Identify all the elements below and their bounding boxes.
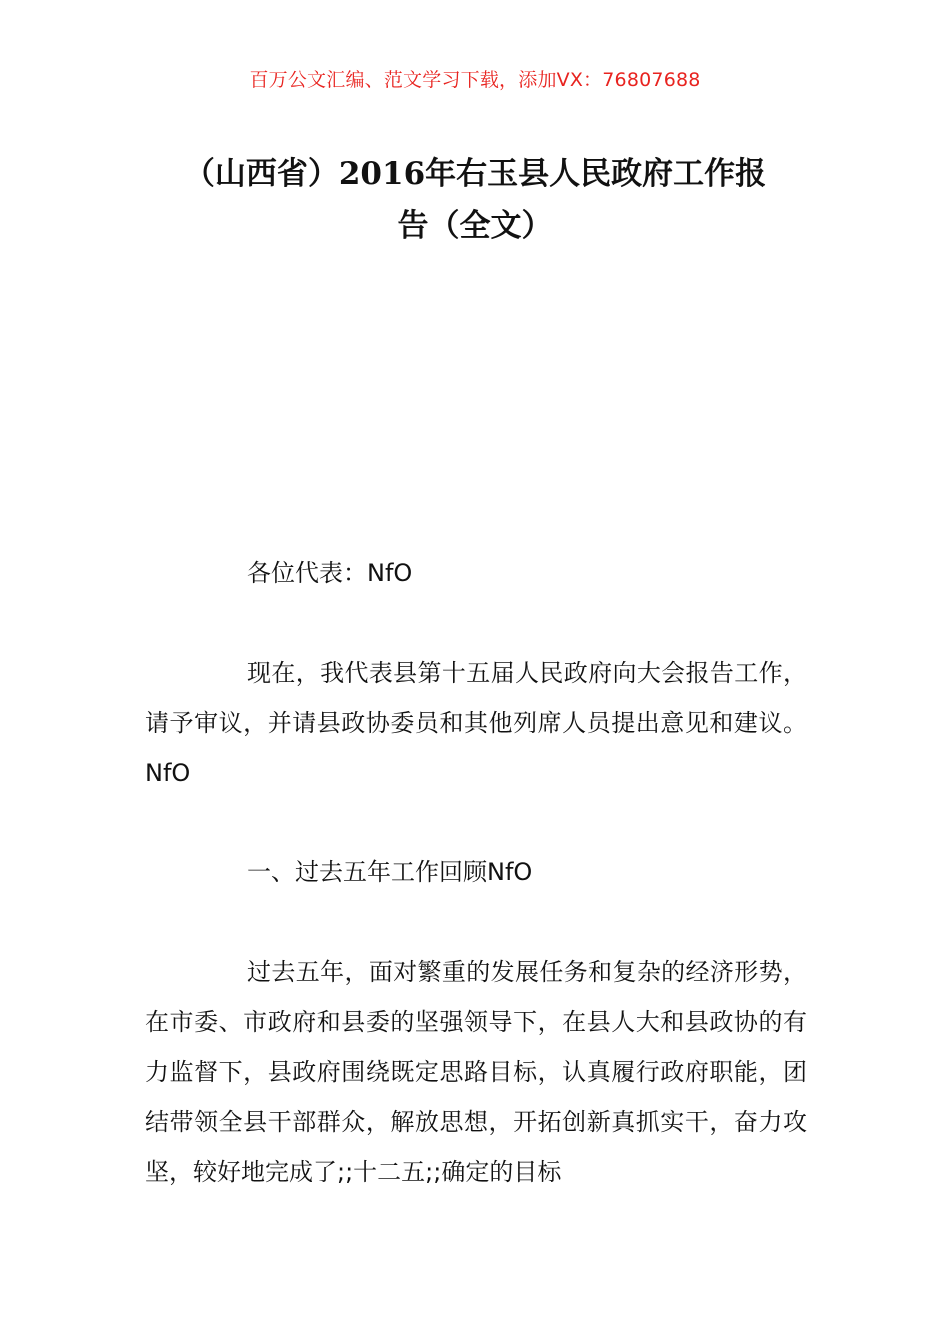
review-paragraph: 过去五年，面对繁重的发展任务和复杂的经济形势，在市委、市政府和县委的坚强领导下，在县人大和县政协的有力监督下，县政府围绕既定思路目标，认真履行政府职能，团结带领全县干部群众，解放思想，开拓创新真抓实干，奋力攻坚，较好地完成了;;十二五;;确定的目标 [145,958,807,1186]
title-line-2: 告（全文） [397,208,553,244]
salutation-paragraph: 各位代表：NfO [247,559,413,587]
intro-paragraph: 现在，我代表县第十五届人民政府向大会报告工作，请予审议，并请县政协委员和其他列席人员提出意见和建议。NfO [145,659,807,787]
section-heading: 一、过去五年工作回顾NfO [247,858,533,886]
header-watermark-note: 百万公文汇编、范文学习下载，添加VX：76807688 [249,69,701,91]
document-title [145,148,805,252]
title-line-1: （山西省）2016年右玉县人民政府工作报 [183,156,767,192]
